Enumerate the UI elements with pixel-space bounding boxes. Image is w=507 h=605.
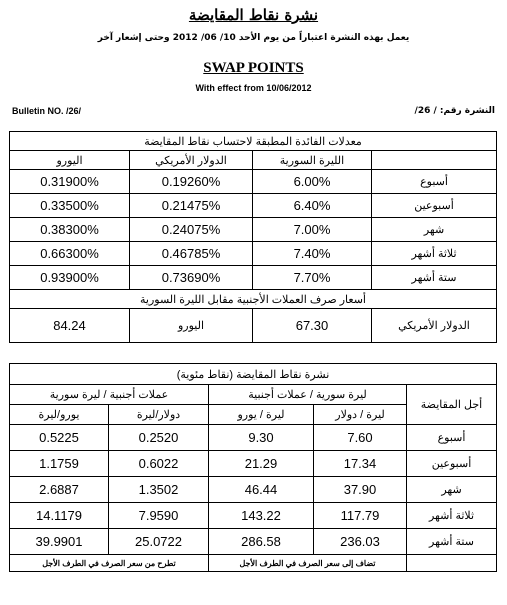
syp-usd-value: 17.34	[314, 451, 407, 477]
arabic-subtitle: يعمل بهذه النشرة اعتباراً من يوم الأحد 10/ 06/ 2012 وحتى إشعار آخر	[97, 33, 410, 43]
table-row	[10, 477, 497, 503]
term-label: أسبوع	[407, 425, 497, 451]
syp-rate: 6.00%	[253, 170, 372, 194]
sub-header-usd-syp: دولار/ليرة	[109, 405, 209, 425]
syp-eur-value: 286.58	[209, 529, 314, 555]
usd-syp-value: 25.0722	[109, 529, 209, 555]
group-header-syp-fx: ليرة سورية / عملات أجنبية	[209, 385, 407, 405]
sub-header-syp-usd: ليرة / دولار	[314, 405, 407, 425]
eur-rate: 0.38300%	[10, 218, 130, 242]
interest-rates-table	[9, 131, 497, 343]
eur-syp-value: 0.5225	[10, 425, 109, 451]
syp-usd-value: 117.79	[314, 503, 407, 529]
col-header-usd: الدولار الأمريكي	[130, 151, 253, 170]
table-row	[10, 242, 497, 266]
eur-rate: 0.31900%	[10, 170, 130, 194]
syp-eur-value: 21.29	[209, 451, 314, 477]
term-label: أسبوع	[372, 170, 497, 194]
table-row	[10, 425, 497, 451]
table-row	[10, 529, 497, 555]
footer-empty-cell	[407, 555, 497, 572]
term-label: شهر	[372, 218, 497, 242]
eur-fx-value: 84.24	[10, 309, 130, 343]
syp-usd-value: 7.60	[314, 425, 407, 451]
usd-rate: 0.46785%	[130, 242, 253, 266]
usd-syp-value: 1.3502	[109, 477, 209, 503]
eur-syp-value: 2.6887	[10, 477, 109, 503]
syp-rate: 7.70%	[253, 266, 372, 290]
table-row	[10, 170, 497, 194]
syp-eur-value: 143.22	[209, 503, 314, 529]
syp-eur-value: 46.44	[209, 477, 314, 503]
term-label: أسبوعين	[372, 194, 497, 218]
group-header-fx-syp: عملات أجنبية / ليرة سورية	[10, 385, 209, 405]
syp-rate: 7.40%	[253, 242, 372, 266]
table-row	[10, 194, 497, 218]
footer-add-note: تضاف إلى سعر الصرف في الطرف الأجل	[209, 555, 407, 572]
eur-rate: 0.66300%	[10, 242, 130, 266]
sub-header-eur-syp: يورو/ليرة	[10, 405, 109, 425]
term-label: ستة أشهر	[407, 529, 497, 555]
eur-rate: 0.93900%	[10, 266, 130, 290]
usd-fx-label: الدولار الأمريكي	[372, 309, 497, 343]
syp-rate: 6.40%	[253, 194, 372, 218]
syp-usd-value: 37.90	[314, 477, 407, 503]
sub-header-syp-eur: ليرة / يورو	[209, 405, 314, 425]
col-header-term	[372, 151, 497, 170]
col-header-syp: الليرة السورية	[253, 151, 372, 170]
syp-rate: 7.00%	[253, 218, 372, 242]
eur-rate: 0.33500%	[10, 194, 130, 218]
fx-row	[10, 309, 497, 343]
usd-rate: 0.21475%	[130, 194, 253, 218]
usd-rate: 0.73690%	[130, 266, 253, 290]
term-header: أجل المقايضة	[407, 385, 497, 425]
fx-section-title: أسعار صرف العملات الأجنبية مقابل الليرة السورية	[10, 290, 497, 309]
swap-points-table	[9, 363, 497, 572]
table-row	[10, 451, 497, 477]
usd-fx-value: 67.30	[253, 309, 372, 343]
term-label: ستة أشهر	[372, 266, 497, 290]
swap-table-title: نشرة نقاط المقايضة (نقاط مئوية)	[10, 364, 497, 385]
usd-rate: 0.24075%	[130, 218, 253, 242]
arabic-title: نشرة نقاط المقايضة	[188, 6, 319, 24]
table-row	[10, 218, 497, 242]
eur-syp-value: 1.1759	[10, 451, 109, 477]
eur-syp-value: 14.1179	[10, 503, 109, 529]
syp-eur-value: 9.30	[209, 425, 314, 451]
usd-syp-value: 7.9590	[109, 503, 209, 529]
usd-syp-value: 0.2520	[109, 425, 209, 451]
english-title: SWAP POINTS	[203, 60, 304, 76]
term-label: ثلاثة أشهر	[372, 242, 497, 266]
table-row	[10, 266, 497, 290]
term-label: شهر	[407, 477, 497, 503]
rates-table-title: معدلات الفائدة المطبقة لاحتساب نقاط المقايضة	[10, 132, 497, 151]
english-subtitle: With effect from 10/06/2012	[195, 83, 312, 93]
term-label: ثلاثة أشهر	[407, 503, 497, 529]
eur-fx-label: اليورو	[130, 309, 253, 343]
usd-rate: 0.19260%	[130, 170, 253, 194]
bulletin-number-ar: النشرة رقم: / 26/	[414, 106, 495, 116]
table-row	[10, 503, 497, 529]
bulletin-number-en: Bulletin NO. /26/	[12, 106, 82, 116]
syp-usd-value: 236.03	[314, 529, 407, 555]
usd-syp-value: 0.6022	[109, 451, 209, 477]
footer-subtract-note: تطرح من سعر الصرف في الطرف الأجل	[10, 555, 209, 572]
eur-syp-value: 39.9901	[10, 529, 109, 555]
col-header-eur: اليورو	[10, 151, 130, 170]
term-label: أسبوعين	[407, 451, 497, 477]
